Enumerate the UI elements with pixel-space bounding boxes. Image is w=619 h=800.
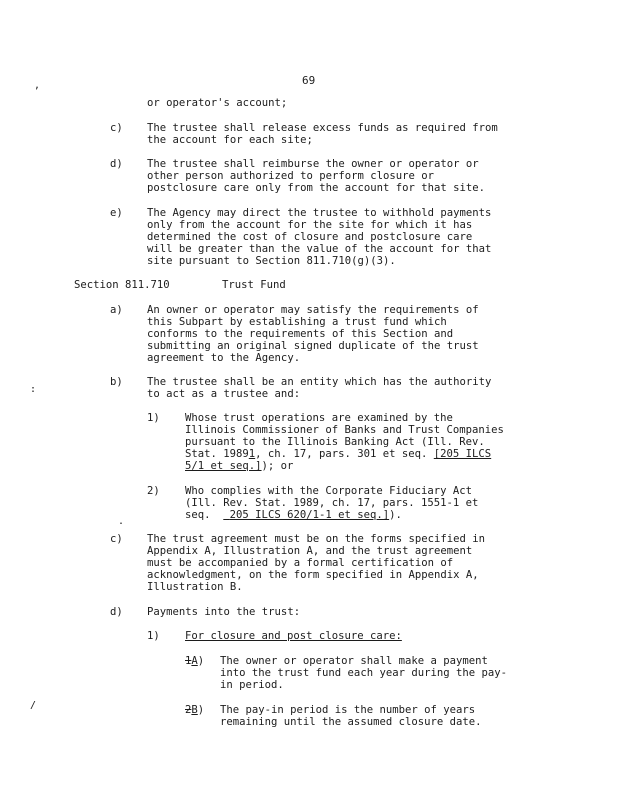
text-line <box>185 460 293 472</box>
text-line <box>185 448 491 460</box>
text-line: site pursuant to Section 811.710(g)(3). <box>147 255 396 267</box>
text-line: The trustee shall be an entity which has the authority <box>147 376 492 388</box>
text-line: only from the account for the site for which it has <box>147 219 473 231</box>
subitem-label-1: 1) <box>147 630 160 642</box>
margin-mark: . <box>118 516 125 527</box>
text-line: Illustration B. <box>147 581 243 593</box>
text-fragment: ). <box>389 509 402 521</box>
citation-inserted: 5/1 et seq.] <box>185 460 262 472</box>
subitem-label-2: 2) <box>147 485 160 497</box>
text-line: pursuant to the Illinois Banking Act (Ill. Rev. <box>185 436 485 448</box>
section-number: Section 811.710 <box>74 279 170 291</box>
text-line: the account for each site; <box>147 134 313 146</box>
inserted-text: B <box>191 704 198 716</box>
citation-inserted: [205 ILCS <box>433 448 492 460</box>
text-line: acknowledgment, on the form specified in Appendix A, <box>147 569 479 581</box>
margin-mark: : <box>30 384 37 395</box>
text-fragment: Stat. 1989 <box>185 448 249 460</box>
text-line: to act as a trustee and: <box>147 388 301 400</box>
inserted-heading: For closure and post closure care: <box>185 630 402 642</box>
citation-inserted: 205 ILCS 620/1-1 et seq.] <box>229 509 390 521</box>
text-line: agreement to the Agency. <box>147 352 301 364</box>
text-line: (Ill. Rev. Stat. 1989, ch. 17, pars. 1551-1 et <box>185 497 479 509</box>
text-line: Appendix A, Illustration A, and the trust agreement <box>147 545 473 557</box>
text-line: postclosure care only from the account for that site. <box>147 182 486 194</box>
text-line: submitting an original signed duplicate of the trust <box>147 340 479 352</box>
text-line: The pay-in period is the number of years <box>220 704 476 716</box>
text-line: The trust agreement must be on the forms specified in <box>147 533 486 545</box>
text-line: The trustee shall release excess funds as required from <box>147 122 498 134</box>
item-label-c: c) <box>110 122 123 134</box>
text-line: remaining until the assumed closure date. <box>220 716 482 728</box>
text-fragment: ); or <box>261 460 294 472</box>
inserted-text: 1 <box>248 448 256 460</box>
item-label-e: e) <box>110 207 123 219</box>
text-line: must be accompanied by a formal certification of <box>147 557 454 569</box>
subitem-label-A: 1A) <box>185 655 205 667</box>
deleted-text: 2 <box>185 704 192 716</box>
text-line: The trustee shall reimburse the owner or operator or <box>147 158 479 170</box>
text-line: or operator's account; <box>147 97 288 109</box>
text-line: other person authorized to perform closure or <box>147 170 435 182</box>
text-line: The Agency may direct the trustee to withhold payments <box>147 207 492 219</box>
text-fragment: , ch. 17, pars. 301 et seq. <box>255 448 428 460</box>
text-line: into the trust fund each year during the pay- <box>220 667 508 679</box>
page-number: 69 <box>302 74 316 87</box>
text-line: conforms to the requirements of this Section and <box>147 328 454 340</box>
text-line: will be greater than the value of the account for that <box>147 243 492 255</box>
text-line: in period. <box>220 679 284 691</box>
subitem-label-B: 2B) <box>185 704 205 716</box>
section-title: Trust Fund <box>222 279 286 291</box>
item-label-c: c) <box>110 533 123 545</box>
text-line: this Subpart by establishing a trust fund which <box>147 316 447 328</box>
item-label-d: d) <box>110 606 123 618</box>
deleted-text: 1 <box>185 655 192 667</box>
text-line: Whose trust operations are examined by the <box>185 412 453 424</box>
text-line: Illinois Commissioner of Banks and Trust Companies <box>185 424 504 436</box>
subitem-label-1: 1) <box>147 412 160 424</box>
text-line: The owner or operator shall make a payment <box>220 655 488 667</box>
text-fragment: seq. <box>185 509 211 521</box>
text-line <box>185 509 402 521</box>
text-line: An owner or operator may satisfy the requirements of <box>147 304 479 316</box>
text-line: determined the cost of closure and postclosure care <box>147 231 473 243</box>
inserted-text: A <box>191 655 198 667</box>
margin-mark: / <box>30 700 37 711</box>
text-line: Who complies with the Corporate Fiduciary Act <box>185 485 473 497</box>
text-line: Payments into the trust: <box>147 606 301 618</box>
item-label-a: a) <box>110 304 123 316</box>
item-label-d: d) <box>110 158 123 170</box>
item-label-b: b) <box>110 376 123 388</box>
margin-mark: , <box>34 80 41 91</box>
